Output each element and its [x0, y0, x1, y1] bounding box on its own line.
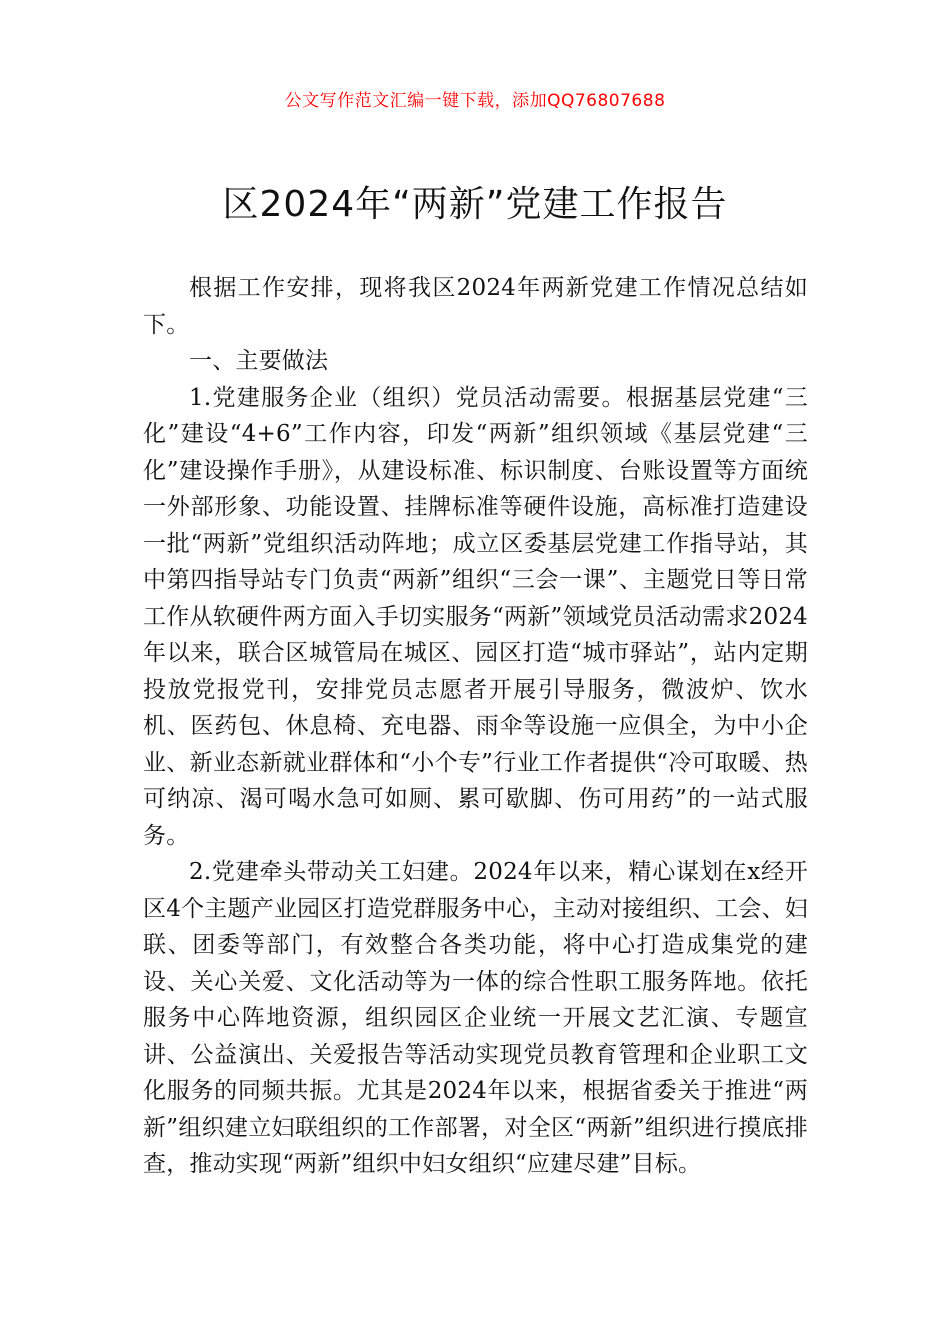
document-body	[143, 270, 808, 1183]
section-heading: 一、主要做法	[189, 348, 329, 374]
body-paragraph: 1.党建服务企业（组织）党员活动需要。根据基层党建“三化”建设“4+6”工作内容，印发“两新”组织领域《基层党建“三化”建设操作手册》，从建设标准、标识制度、台账设置等方面统一外部形象、功能设置、挂牌标准等硬件设施，高标准打造建设一批“两新”党组织活动阵地；成立区委基层党建工作指导站，其中第四指导站专门负责“两新”组织“三会一课”、主题党日等日常工作从软硬件两方面入手切实服务“两新”领域党员活动需求2024年以来，联合区城管局在城区、园区打造“城市驿站”，站内定期投放党报党刊，安排党员志愿者开展引导服务，微波炉、饮水机、医药包、休息椅、充电器、雨伞等设施一应俱全，为中小企业、新业态新就业群体和“小个专”行业工作者提供“冷可取暖、热可纳凉、渴可喝水急可如厕、累可歇脚、伤可用药”的一站式服务。	[143, 384, 808, 849]
promo-watermark: 公文写作范文汇编一键下载，添加QQ76807688	[284, 91, 666, 111]
intro-paragraph: 根据工作安排，现将我区2024年两新党建工作情况总结如下。	[143, 275, 808, 338]
document-title: 区2024年“两新”党建工作报告	[222, 184, 728, 225]
body-paragraph: 2.党建牵头带动关工妇建。2024年以来，精心谋划在x经开区4个主题产业园区打造党群服务中心，主动对接组织、工会、妇联、团委等部门，有效整合各类功能，将中心打造成集党的建设、关心关爱、文化活动等为一体的综合性职工服务阵地。依托服务中心阵地资源，组织园区企业统一开展文艺汇演、专题宣讲、公益演出、关爱报告等活动实现党员教育管理和企业职工文化服务的同频共振。尤其是2024年以来，根据省委关于推进“两新”组织建立妇联组织的工作部署，对全区“两新”组织进行摸底排查，推动实现“两新”组织中妇女组织“应建尽建”目标。	[143, 859, 808, 1177]
